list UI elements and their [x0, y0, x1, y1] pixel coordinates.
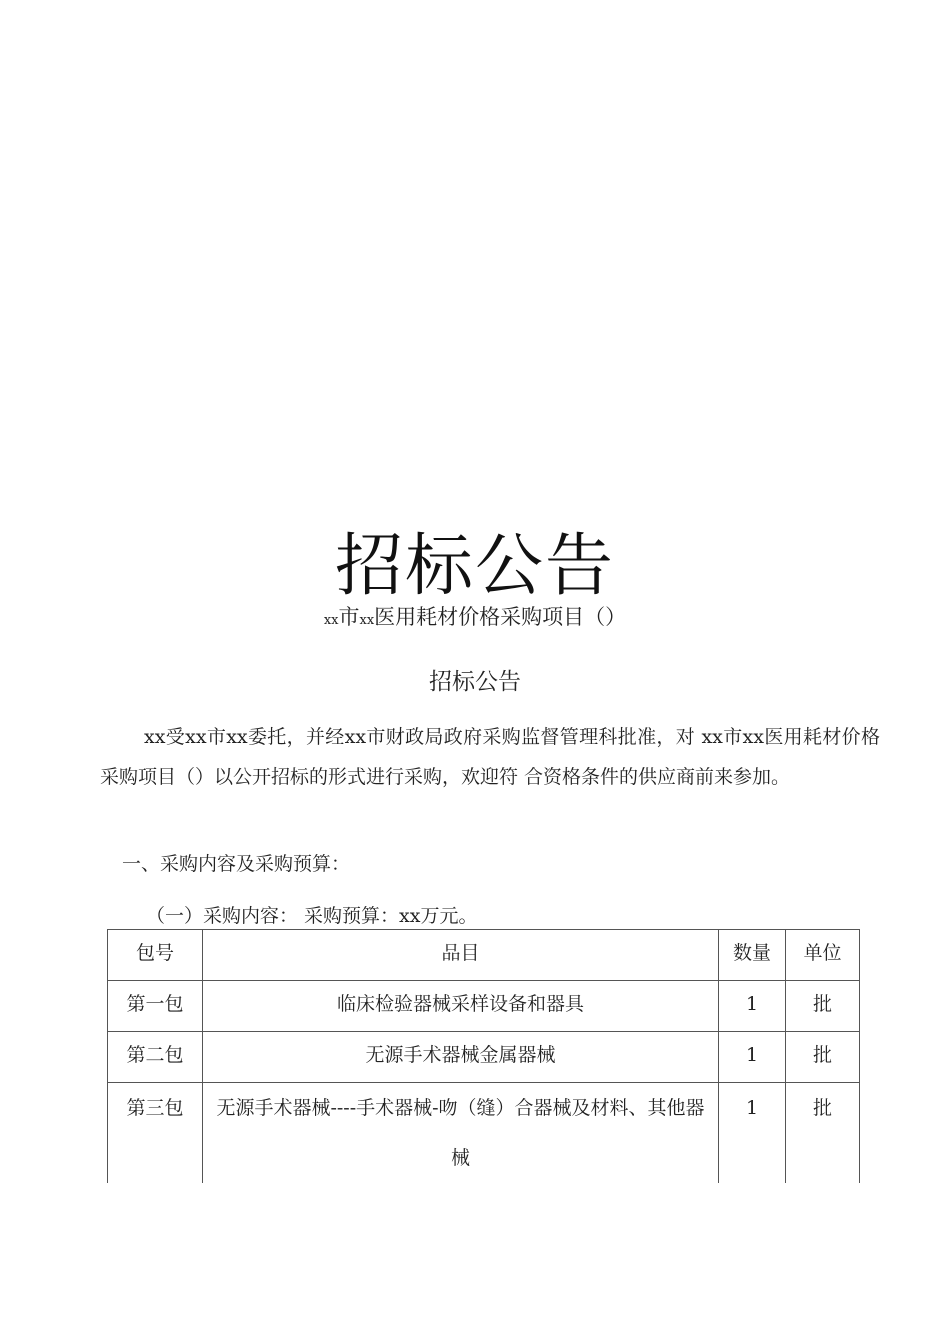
table-row: [108, 981, 860, 1032]
table-row: [108, 1083, 860, 1184]
cell-quantity: 1: [719, 981, 786, 1032]
cell-unit: 批: [786, 1083, 860, 1184]
subtitle-prefix2: xx: [359, 613, 375, 628]
header-item: 品目: [203, 930, 719, 981]
subtitle-part1: 市: [338, 605, 360, 629]
cell-item: 无源手术器械金属器械: [203, 1032, 719, 1083]
cell-item: 临床检验器械采样设备和器具: [203, 981, 719, 1032]
cell-item: 无源手术器械----手术器械-吻（缝）合器械及材料、其他器械: [203, 1083, 719, 1184]
header-package: 包号: [108, 930, 203, 981]
cell-package: 第三包: [108, 1083, 203, 1184]
cell-package: 第一包: [108, 981, 203, 1032]
table-header-row: [108, 930, 860, 981]
header-quantity: 数量: [719, 930, 786, 981]
cell-unit: 批: [786, 981, 860, 1032]
cell-package: 第二包: [108, 1032, 203, 1083]
items-table: [107, 929, 860, 1183]
table-row: [108, 1032, 860, 1083]
subtitle-prefix: xx: [323, 613, 339, 628]
cell-quantity: 1: [719, 1032, 786, 1083]
cell-unit: 批: [786, 1032, 860, 1083]
section-heading: 招标公告: [429, 669, 521, 695]
project-subtitle: [0, 602, 950, 636]
header-unit: 单位: [786, 930, 860, 981]
intro-paragraph: xx受xx市xx委托，并经xx市财政局政府采购监督管理科批准，对 xx市xx医用耗材价格采购项目（）以公开招标的形式进行采购，欢迎符 合资格条件的供应商前来参加。: [100, 726, 880, 788]
main-title: 招标公告: [334, 527, 615, 606]
section-procurement-content: 一、采购内容及采购预算：: [122, 853, 351, 875]
subsection-content-budget: （一）采购内容： 采购预算：xx万元。: [146, 905, 478, 927]
subtitle-part2: 医用耗材价格采购项目（）: [374, 605, 627, 629]
cell-quantity: 1: [719, 1083, 786, 1184]
